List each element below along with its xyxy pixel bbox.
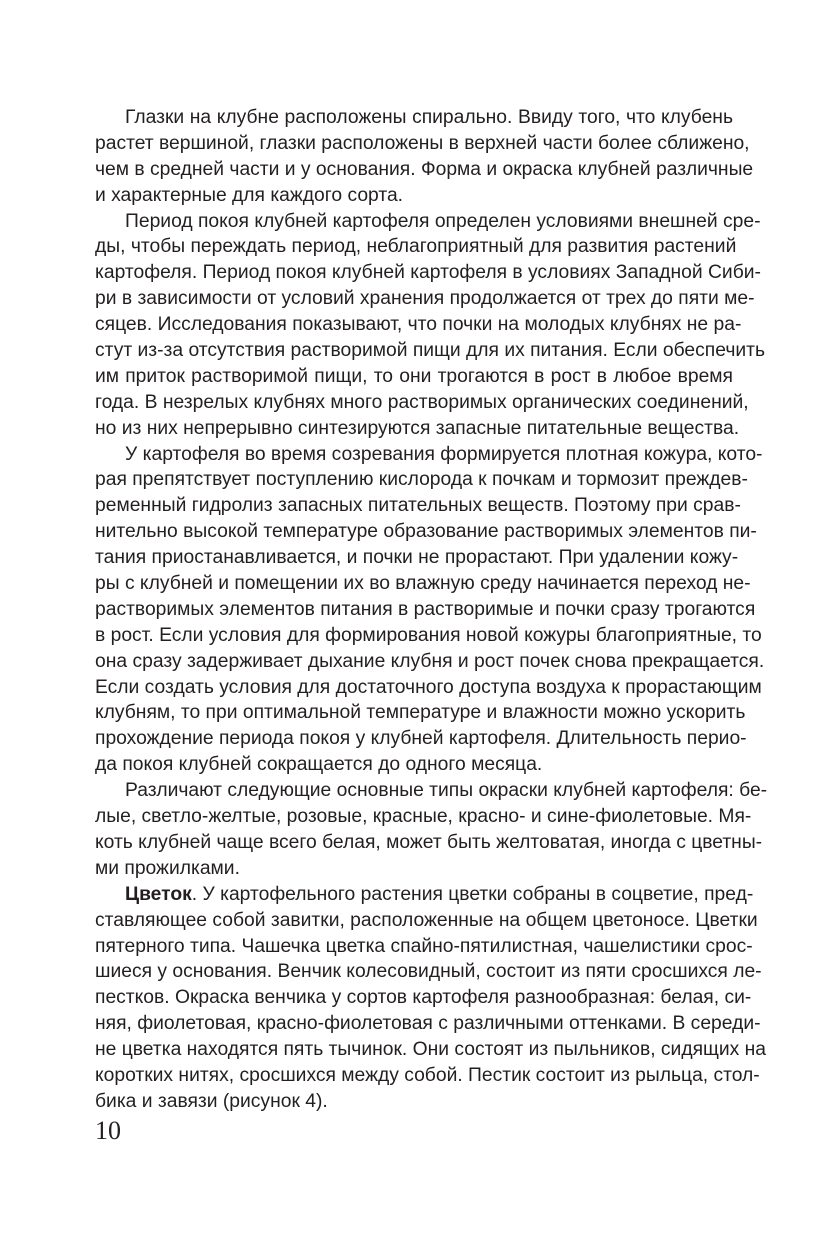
text-line: рая препятствует поступлению кислорода к почкам и тормозит преждев- bbox=[95, 469, 748, 491]
text-line: тания приостанавливается, и почки не прорастают. При удалении кожу- bbox=[95, 547, 739, 569]
text-line: коть клубней чаще всего белая, может быть желтоватая, иногда с цветны- bbox=[95, 831, 763, 853]
paragraph-tuber-colors bbox=[95, 778, 768, 882]
text-line: в рост. Если условия для формирования новой кожуры благоприятные, то bbox=[95, 624, 762, 646]
text-line bbox=[95, 882, 754, 908]
text-line: ри в зависимости от условий хранения продолжается от трех до пяти ме- bbox=[95, 288, 755, 310]
text-line: ды, чтобы переждать период, неблагоприятный для развития растений bbox=[95, 236, 737, 258]
text-line: Период покоя клубней картофеля определен условиями внешней сре- bbox=[125, 210, 761, 232]
text-line-content: . У картофельного растения цветки собраны в соцветие, пред- bbox=[191, 883, 754, 905]
text-line: растет вершиной, глазки расположены в верхней части более сближено, bbox=[95, 132, 750, 154]
text-line: клубням, то при оптимальной температуре и влажности можно ускорить bbox=[95, 702, 746, 724]
text-line: Различают следующие основные типы окраски клубней картофеля: бе- bbox=[125, 780, 768, 802]
text-line: Если создать условия для достаточного доступа воздуха к прорастающим bbox=[95, 676, 762, 698]
paragraph-tuber-eyes bbox=[95, 105, 754, 209]
text-line: шиеся у основания. Венчик колесовидный, состоит из пяти сросшихся ле- bbox=[95, 961, 762, 983]
text-line: У картофеля во время созревания формируется плотная кожура, кото- bbox=[125, 443, 763, 465]
text-line: няя, фиолетовая, красно-фиолетовая с различными оттенками. В середи- bbox=[95, 1013, 761, 1035]
text-line: прохождение периода покоя у клубней картофеля. Длительность перио- bbox=[95, 728, 747, 750]
text-line: растворимых элементов питания в растворимые и почки сразу трогаются bbox=[95, 598, 756, 620]
text-line: нительно высокой температуре образование растворимых элементов пи- bbox=[95, 521, 757, 543]
paragraph-dormancy bbox=[95, 209, 766, 442]
text-line: года. В незрелых клубнях много растворимых органических соединений, bbox=[95, 391, 749, 413]
paragraph-skin bbox=[95, 442, 765, 779]
text-line: ременный гидролиз запасных питательных веществ. Поэтому при срав- bbox=[95, 495, 741, 517]
text-line: ми прожилками. bbox=[95, 857, 240, 879]
text-line: коротких нитях, сросшихся между собой. Пестик состоит из рыльца, стол- bbox=[95, 1064, 760, 1086]
paragraph-flower bbox=[95, 882, 767, 1115]
text-line: она сразу задерживает дыхание клубня и рост почек снова прекращается. bbox=[95, 650, 765, 672]
text-line: картофеля. Период покоя клубней картофеля в условиях Западной Сиби- bbox=[95, 262, 761, 284]
flower-heading-word: Цветок bbox=[125, 883, 192, 905]
text-line: не цветка находятся пять тычинок. Они состоят из пыльников, сидящих на bbox=[95, 1039, 767, 1061]
text-line: Глазки на клубне расположены спирально. Ввиду того, что клубень bbox=[125, 107, 733, 128]
text-line: пестков. Окраска венчика у сортов картофеля разнообразная: белая, си- bbox=[95, 987, 752, 1009]
text-line: чем в средней части и у основания. Форма и окраска клубней различные bbox=[95, 158, 754, 180]
text-line: бика и завязи (рисунок 4). bbox=[95, 1090, 328, 1112]
page-number: 10 bbox=[95, 1116, 121, 1145]
text-line: ры с клубней и помещении их во влажную среду начинается переход не- bbox=[95, 573, 751, 595]
text-line: стут из-за отсутствия растворимой пищи для их питания. Если обеспечить bbox=[95, 340, 766, 362]
page-body bbox=[95, 105, 768, 1115]
text-line: да покоя клубней сокращается до одного месяца. bbox=[95, 754, 543, 776]
text-line: им приток растворимой пищи, то они трогаются в рост в любое время bbox=[95, 365, 733, 387]
text-line: лые, светло-желтые, розовые, красные, красно- и сине-фиолетовые. Мя- bbox=[95, 806, 752, 828]
text-line: ставляющее собой завитки, расположенные на общем цветоносе. Цветки bbox=[95, 909, 758, 931]
text-line: но из них непрерывно синтезируются запасные питательные вещества. bbox=[95, 417, 740, 439]
text-line: пятерного типа. Чашечка цветка спайно-пятилистная, чашелистики срос- bbox=[95, 935, 753, 957]
text-line: сяцев. Исследования показывают, что почки на молодых клубнях не ра- bbox=[95, 314, 742, 336]
text-line: и характерные для каждого сорта. bbox=[95, 184, 404, 206]
